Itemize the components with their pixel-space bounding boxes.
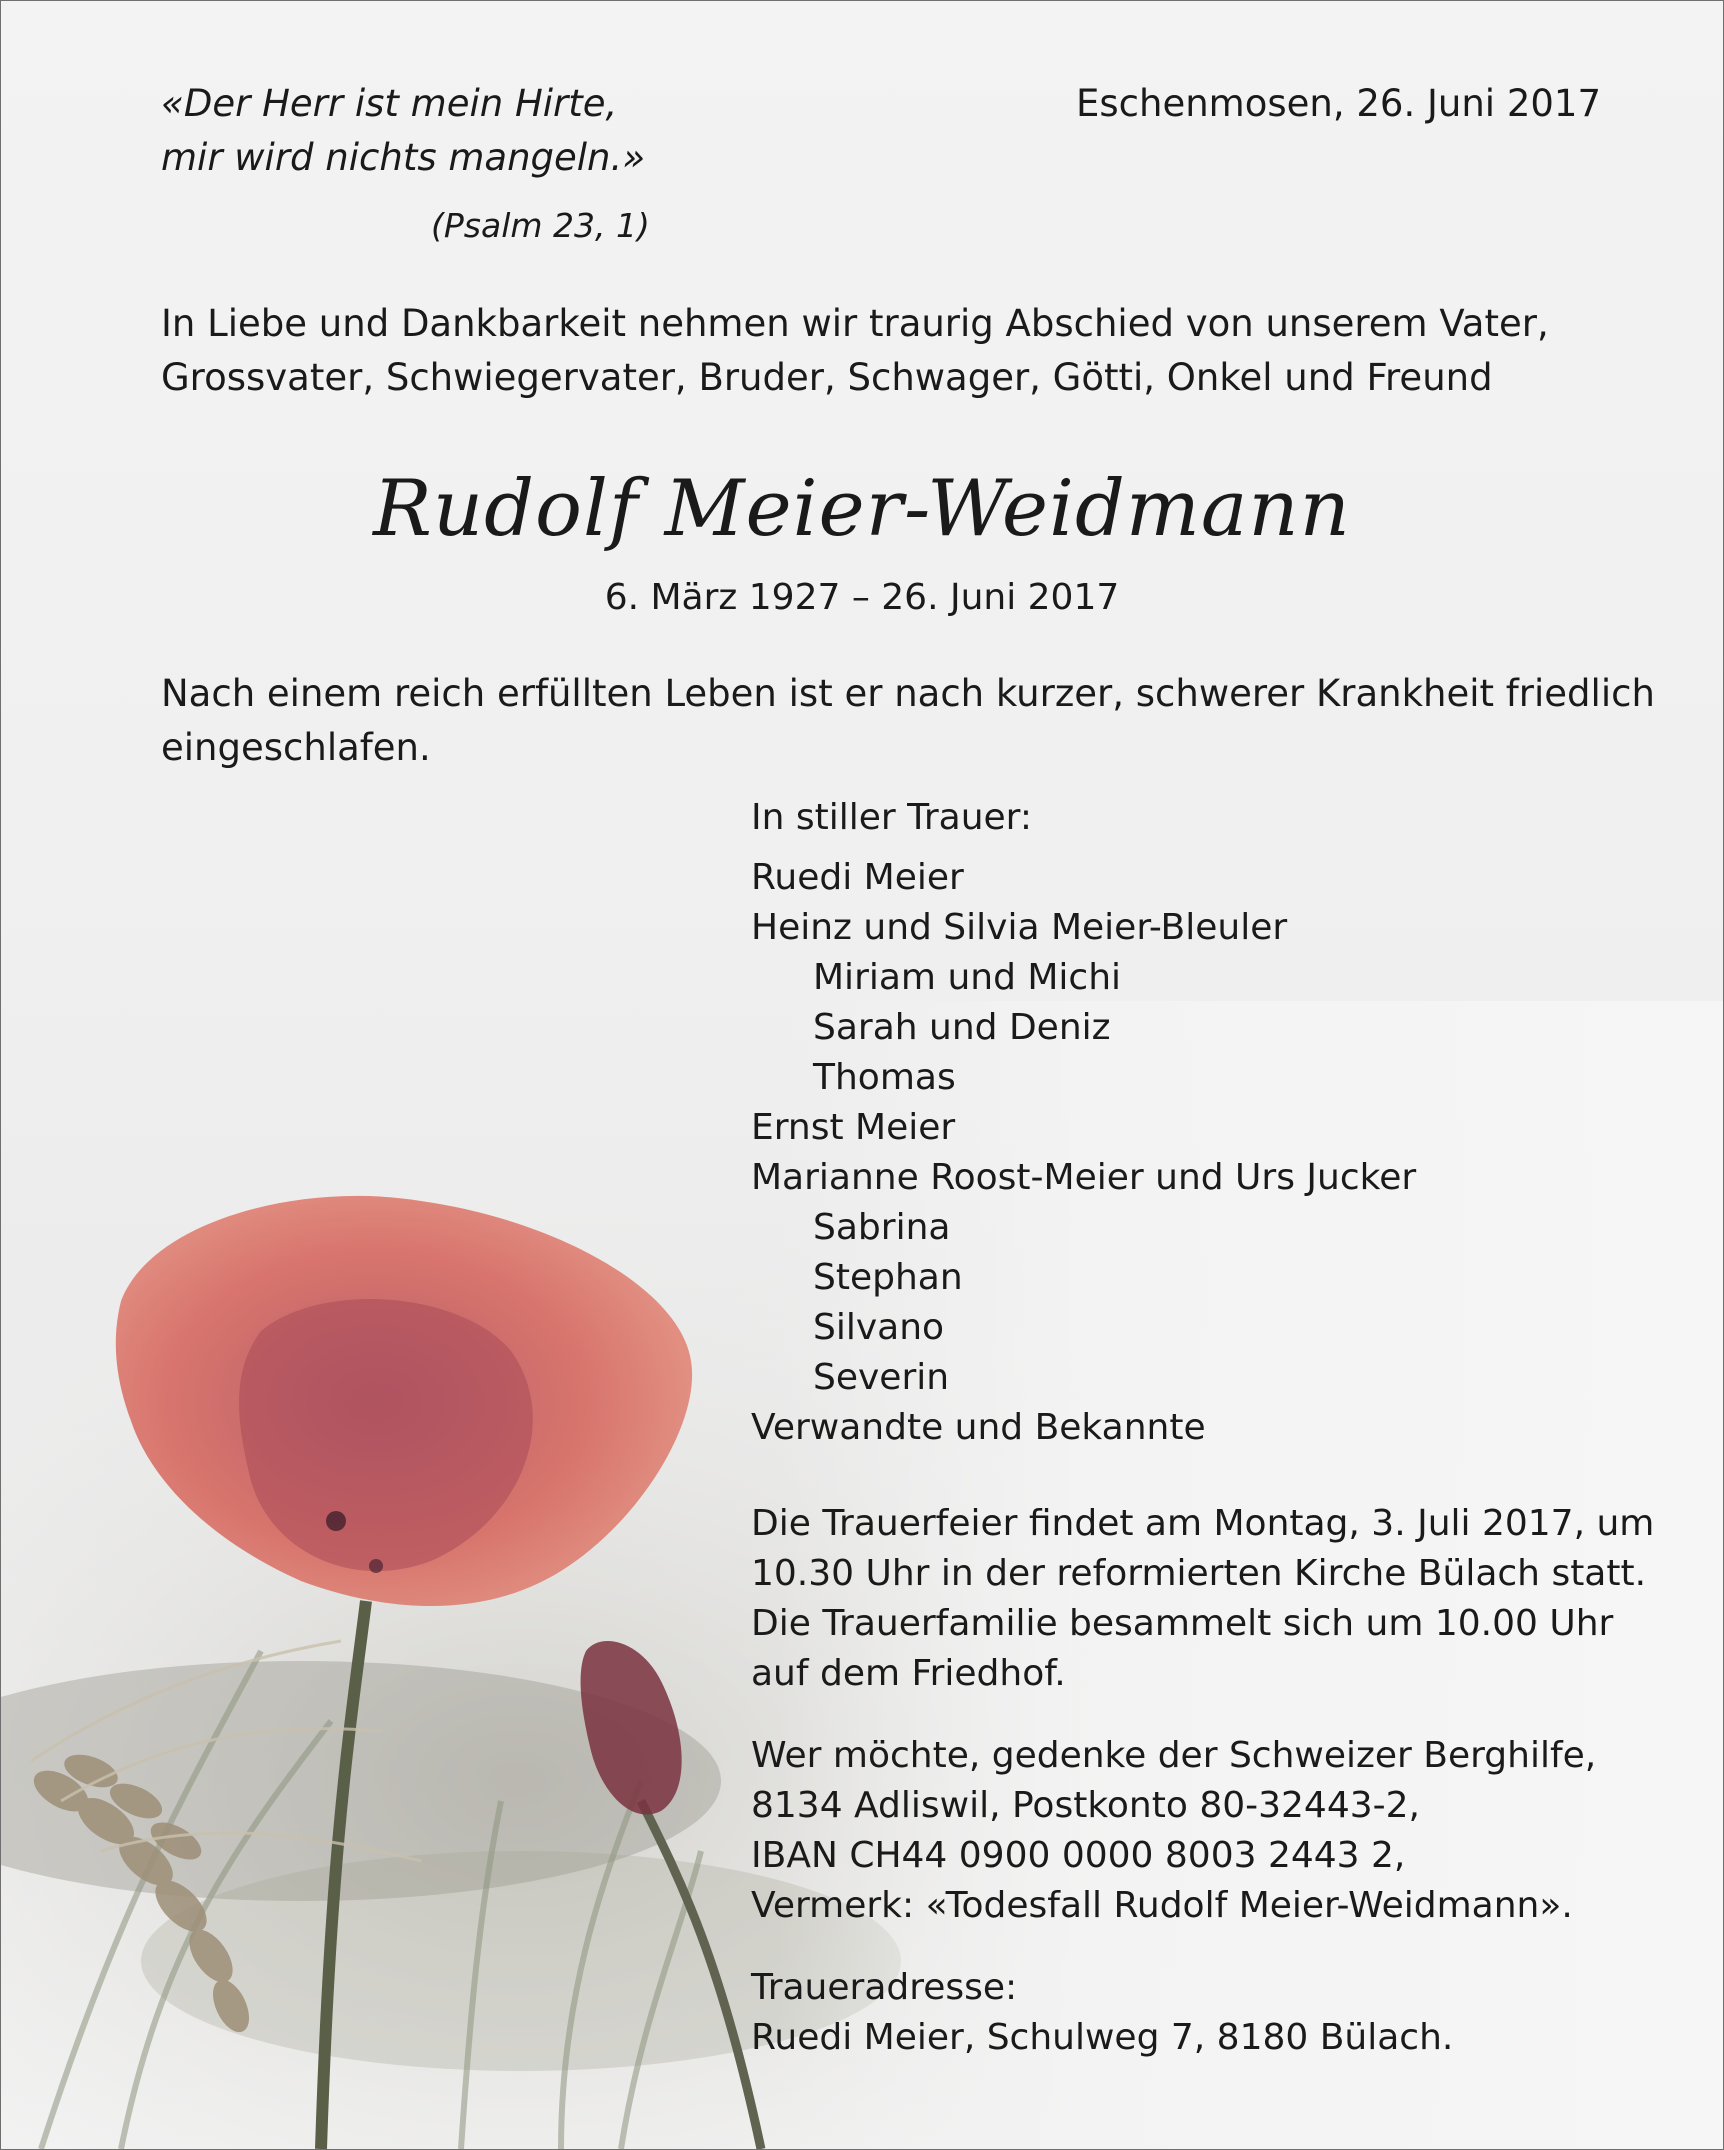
donation-line-1: Wer möchte, gedenke der Schweizer Berghilfe, xyxy=(751,1735,1597,1776)
grandchild-name: Sarah und Deniz xyxy=(813,1007,1111,1048)
message-line-1: Nach einem reich erfüllten Leben ist er nach kurzer, schwerer Krankheit friedlich xyxy=(161,672,1655,715)
life-dates: 6. März 1927 – 26. Juni 2017 xyxy=(604,577,1120,618)
quote-line-1: «Der Herr ist mein Hirte, xyxy=(161,82,618,125)
grandchild-name: Severin xyxy=(813,1357,950,1398)
quote-source: (Psalm 23, 1) xyxy=(431,206,650,245)
mourner-name: Marianne Roost-Meier und Urs Jucker xyxy=(751,1157,1417,1198)
donation-line-3: IBAN CH44 0900 0000 8003 2443 2, xyxy=(751,1835,1406,1876)
message-line-2: eingeschlafen. xyxy=(161,726,431,769)
deceased-name: Rudolf Meier-Weidmann xyxy=(373,464,1351,554)
grandchild-name: Silvano xyxy=(813,1307,945,1348)
service-line-1: Die Trauerfeier findet am Montag, 3. Juli 2017, um xyxy=(751,1503,1655,1544)
mourner-name: Ernst Meier xyxy=(751,1107,956,1148)
grandchild-name: Stephan xyxy=(813,1257,963,1298)
address-line: Ruedi Meier, Schulweg 7, 8180 Bülach. xyxy=(751,2017,1454,2058)
mourner-name: Verwandte und Bekannte xyxy=(751,1407,1206,1448)
place-date: Eschenmosen, 26. Juni 2017 xyxy=(1076,82,1601,125)
quote-line-2: mir wird nichts mangeln.» xyxy=(161,136,646,179)
grandchild-name: Sabrina xyxy=(813,1207,951,1248)
donation-line-4: Vermerk: «Todesfall Rudolf Meier-Weidmann». xyxy=(751,1885,1573,1926)
address-heading: Traueradresse: xyxy=(751,1967,1018,2008)
donation-line-2: 8134 Adliswil, Postkonto 80-32443-2, xyxy=(751,1785,1420,1826)
service-line-3: Die Trauerfamilie besammelt sich um 10.00 Uhr xyxy=(751,1603,1614,1644)
mourners-heading: In stiller Trauer: xyxy=(751,797,1032,838)
mourner-name: Ruedi Meier xyxy=(751,857,964,898)
service-line-2: 10.30 Uhr in der reformierten Kirche Bülach statt. xyxy=(751,1553,1647,1594)
grandchild-name: Miriam und Michi xyxy=(813,957,1122,998)
intro-line-2: Grossvater, Schwiegervater, Bruder, Schwager, Götti, Onkel und Freund xyxy=(161,356,1493,399)
service-line-4: auf dem Friedhof. xyxy=(751,1653,1066,1694)
grandchild-name: Thomas xyxy=(813,1057,956,1098)
mourner-name: Heinz und Silvia Meier-Bleuler xyxy=(751,907,1288,948)
intro-line-1: In Liebe und Dankbarkeit nehmen wir traurig Abschied von unserem Vater, xyxy=(161,302,1549,345)
